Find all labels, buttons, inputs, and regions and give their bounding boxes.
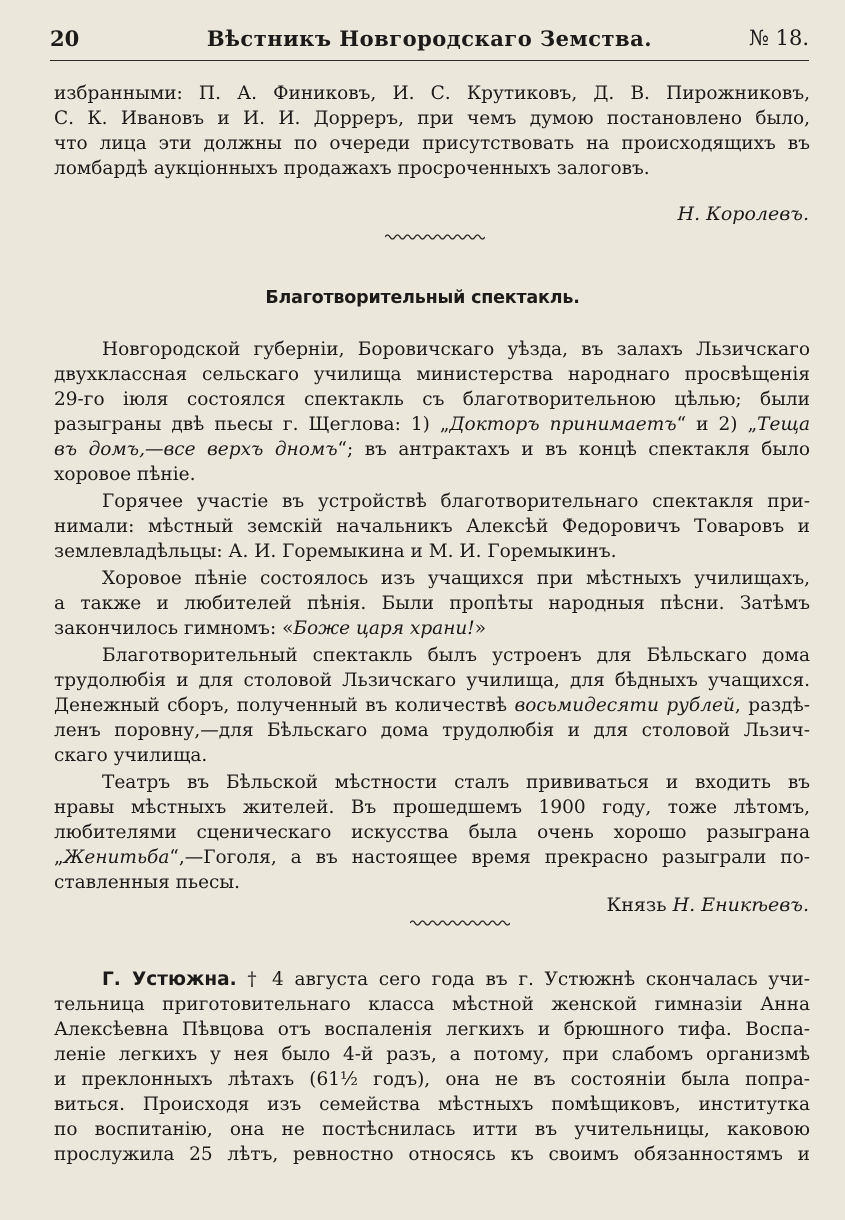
text-line: ставленныя пьесы. [54, 872, 240, 893]
text-run: » [474, 618, 487, 639]
text-line: и преклонныхъ лѣтахъ (61½ годъ), она не въ состояніи была попра- [54, 1069, 810, 1090]
journal-title: Вѣстникъ Новгородскаго Земства. [206, 26, 653, 51]
text-run: закончилось гимномъ: « [54, 618, 294, 639]
text-line: Алексѣевна Пѣвцова отъ воспаленія легкихъ и брюшного тифа. Воспа- [54, 1019, 810, 1040]
play-title: Докторъ принимаетъ [449, 414, 677, 435]
page-number: 20 [50, 26, 80, 51]
text-line: скаго училища. [54, 745, 208, 766]
text-line: нравы мѣстныхъ жителей. Въ прошедшемъ 1900 году, тоже лѣтомъ, [54, 797, 810, 818]
text-run: „ [54, 847, 64, 868]
text-line: любителями сценическаго искусства была очень хорошо разыграна [54, 822, 810, 843]
amount-text: восьмидесяти рублей [514, 695, 735, 716]
anthem-title: Боже царя храни! [293, 618, 475, 639]
text-line: нимали: мѣстный земскій начальникъ Алексѣй Федоровичъ Товаровъ и [54, 516, 810, 537]
signature-enikeev [607, 894, 810, 916]
text-line [54, 694, 810, 718]
text-line: С. К. Ивановъ и И. И. Доррeръ, при чемъ думою постановлено было, [54, 108, 810, 129]
text-run: “; въ антрактахъ и въ концѣ спектакля было [337, 439, 810, 460]
text-line: землевладѣльцы: А. И. Горемыкина и М. И. Горемыкинъ. [54, 541, 617, 562]
text-line: ленъ поровну,—для Бѣльскаго дома трудолюбія и для столовой Льзич- [54, 720, 810, 741]
signature-name: Н. Еникѣевъ. [672, 894, 809, 916]
text-line: по воспитанію, она не постѣснилась итти въ учительницы, каковою [54, 1119, 810, 1140]
text-line: ломбардѣ аукціонныхъ продажахъ просроченныхъ залоговъ. [54, 158, 650, 179]
text-run: † 4 августа сего года въ г. Устюжнѣ скончалась учи- [236, 969, 811, 990]
signature-title: Князь [606, 894, 667, 916]
text-run: Денежный сборъ, полученный въ количествѣ [54, 695, 515, 716]
place-run-in: Г. Устюжна. [102, 969, 237, 990]
text-line: хоровое пѣніе. [54, 464, 196, 485]
text-line [54, 617, 810, 641]
text-line: леніе легкихъ у нея было 4-й разъ, а потому, при слабомъ организмѣ [54, 1044, 810, 1065]
wavy-separator [410, 918, 510, 928]
text-line: Хоровое пѣніе состоялось изъ учащихся при мѣстныхъ училищахъ, [102, 568, 810, 589]
text-line: а также и любителей пѣнія. Были пропѣты народныя пѣсни. Затѣмъ [54, 593, 810, 614]
play-title: въ домъ,—все верхъ дномъ [54, 439, 338, 460]
text-line: трудолюбія и для столовой Льзичскаго училища, для бѣдныхъ учащихся. [54, 670, 810, 691]
text-line: двухклассная сельскаго училища министерства народнаго просвѣщенія [54, 364, 810, 385]
text-run: “ и 2) „ [676, 414, 758, 435]
article-heading: Благотворительный спектакль. [265, 288, 580, 308]
text-run: , раздѣ- [734, 695, 810, 716]
wavy-separator [385, 232, 485, 242]
text-line: Новгородской губерніи, Боровичскаго уѣзда, въ залахъ Льзичскаго [102, 339, 810, 360]
text-line: избранными: П. А. Финиковъ, И. С. Крутиковъ, Д. В. Пирожниковъ, [54, 83, 810, 104]
text-run: “,—Гоголя, а въ настоящее время прекрасно разыграли по- [169, 847, 810, 868]
text-line: что лица эти должны по очереди присутствовать на происходящихъ въ [54, 133, 810, 154]
text-line: тельница приготовительнаго класса мѣстной женской гимназіи Анна [54, 994, 810, 1015]
play-title: Женитьба [63, 847, 170, 868]
signature-korolev: Н. Королевъ. [677, 203, 809, 225]
header-rule [50, 60, 809, 61]
text-line: виться. Происходя изъ семейства мѣстныхъ помѣщиковъ, институтка [54, 1094, 810, 1115]
text-line [102, 968, 810, 992]
text-line: Театръ въ Бѣльской мѣстности сталъ прививаться и входить въ [102, 772, 810, 793]
text-line [54, 846, 810, 870]
text-line [54, 438, 810, 462]
text-run: разыграны двѣ пьесы г. Щеглова: 1) „ [54, 414, 450, 435]
play-title: Теща [757, 414, 811, 435]
text-line: Благотворительный спектакль былъ устроенъ для Бѣльскаго дома [102, 645, 810, 666]
issue-number: № 18. [749, 26, 809, 50]
text-line: Горячее участіе въ устройствѣ благотворительнаго спектакля при- [102, 491, 810, 512]
text-line: 29-го іюля состоялся спектакль съ благотворительною цѣлью; были [54, 389, 810, 410]
text-line [54, 413, 810, 437]
text-line: прослужила 25 лѣтъ, ревностно относясь къ своимъ обязанностямъ и [54, 1144, 810, 1165]
running-header [50, 26, 809, 60]
